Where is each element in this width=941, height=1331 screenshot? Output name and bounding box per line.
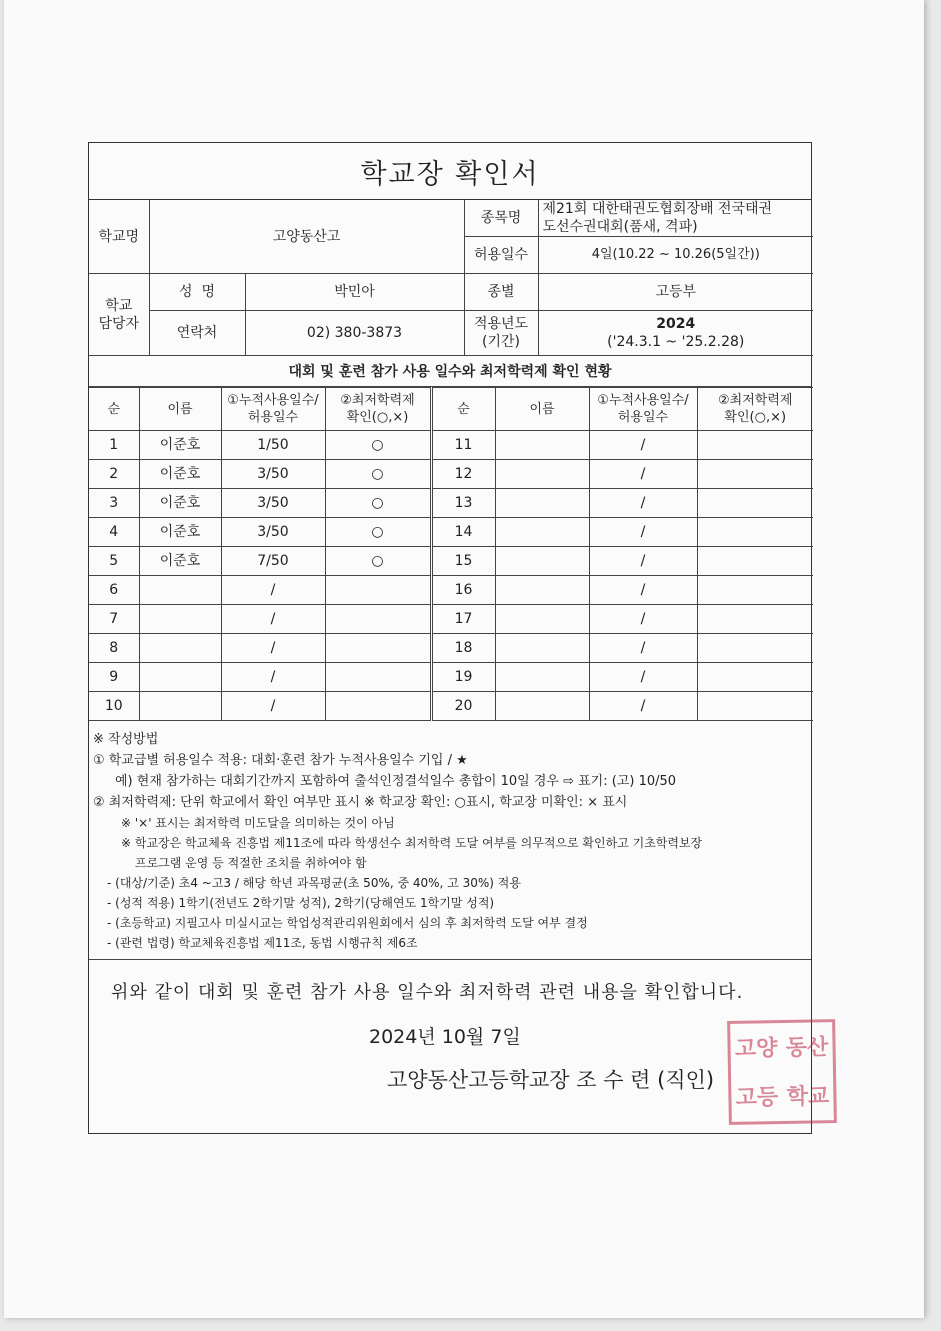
row-name-2 xyxy=(495,547,589,576)
section-title: 대회 및 훈련 참가 사용 일수와 최저학력제 확인 현황 xyxy=(89,356,811,387)
row-check-2 xyxy=(697,431,813,460)
row-days: / xyxy=(221,663,325,692)
row-name: 이준호 xyxy=(139,489,221,518)
row-days: 3/50 xyxy=(221,460,325,489)
row-num: 9 xyxy=(89,663,139,692)
row-num: 8 xyxy=(89,634,139,663)
manager-label-line1: 학교 xyxy=(105,297,133,314)
row-check xyxy=(325,605,431,634)
table-row xyxy=(89,460,813,489)
row-days: / xyxy=(221,576,325,605)
row-num-2: 19 xyxy=(431,663,495,692)
row-name: 이준호 xyxy=(139,547,221,576)
row-name xyxy=(139,634,221,663)
division-label: 종별 xyxy=(464,274,538,311)
row-check xyxy=(325,576,431,605)
row-check-2 xyxy=(697,547,813,576)
row-num-2: 16 xyxy=(431,576,495,605)
row-check: ○ xyxy=(325,489,431,518)
row-check-2 xyxy=(697,576,813,605)
row-days-2: / xyxy=(589,576,697,605)
row-check-2 xyxy=(697,605,813,634)
row-check-2 xyxy=(697,634,813,663)
row-check-2 xyxy=(697,518,813,547)
note-1-example: 예) 현재 참가하는 대회기간까지 포함하여 출석인정결석일수 총합이 10일 경우 ⇨ 표기: (고) 10/50 xyxy=(115,774,677,790)
seal-char: 고등 xyxy=(735,1083,779,1111)
row-check-2 xyxy=(697,692,813,721)
row-check xyxy=(325,663,431,692)
table-row xyxy=(89,692,813,721)
row-days: 3/50 xyxy=(221,518,325,547)
note-2-a: ※ '×' 표시는 최저학력 미도달을 의미하는 것이 아님 xyxy=(121,816,395,831)
col-name-2: 이름 xyxy=(495,388,589,431)
event-value xyxy=(538,200,813,237)
confirmation-document xyxy=(88,142,812,1134)
row-days: / xyxy=(221,692,325,721)
col-days-2: ①누적사용일수/ 허용일수 xyxy=(589,388,697,431)
allowed-days-label: 허용일수 xyxy=(464,237,538,274)
row-name-2 xyxy=(495,634,589,663)
row-name-2 xyxy=(495,663,589,692)
row-name-2 xyxy=(495,692,589,721)
allowed-days-value: 4일(10.22 ~ 10.26(5일간)) xyxy=(538,237,813,274)
row-days-2: / xyxy=(589,489,697,518)
period-value: ('24.3.1 ~ '25.2.28) xyxy=(607,334,745,351)
table-row xyxy=(89,518,813,547)
principal-signature: 고양동산고등학교장 조 수 련 (직인) xyxy=(387,1068,715,1093)
document-title: 학교장 확인서 xyxy=(89,143,811,200)
table-row xyxy=(89,576,813,605)
row-num: 4 xyxy=(89,518,139,547)
division-value: 고등부 xyxy=(538,274,813,311)
row-num: 6 xyxy=(89,576,139,605)
table-row xyxy=(89,431,813,460)
col-check: ②최저학력제 확인(○,×) xyxy=(325,388,431,431)
year-value-cell xyxy=(538,311,813,356)
row-num: 1 xyxy=(89,431,139,460)
row-name-2 xyxy=(495,460,589,489)
row-name: 이준호 xyxy=(139,460,221,489)
event-value-line2: 도선수권대회(품새, 격파) xyxy=(542,219,698,236)
row-num-2: 15 xyxy=(431,547,495,576)
row-name-2 xyxy=(495,518,589,547)
row-num: 10 xyxy=(89,692,139,721)
col-num-2: 순 xyxy=(431,388,495,431)
row-num: 5 xyxy=(89,547,139,576)
row-days-2: / xyxy=(589,663,697,692)
row-num-2: 17 xyxy=(431,605,495,634)
row-num-2: 12 xyxy=(431,460,495,489)
row-days-2: / xyxy=(589,605,697,634)
row-days-2: / xyxy=(589,518,697,547)
note-1: ① 학교급별 허용일수 적용: 대회·훈련 참가 누적사용일수 기입 / ★ xyxy=(93,753,468,769)
row-num-2: 13 xyxy=(431,489,495,518)
row-name-2 xyxy=(495,431,589,460)
row-check-2 xyxy=(697,663,813,692)
instructions xyxy=(89,721,811,960)
roster-header-row xyxy=(89,388,813,431)
name-value: 박민아 xyxy=(245,274,464,311)
row-num: 7 xyxy=(89,605,139,634)
year-value: 2024 xyxy=(656,316,696,333)
row-days-2: / xyxy=(589,692,697,721)
row-check: ○ xyxy=(325,547,431,576)
row-name-2 xyxy=(495,576,589,605)
notes-heading: ※ 작성방법 xyxy=(93,732,159,748)
roster-table xyxy=(89,387,813,721)
row-days: / xyxy=(221,634,325,663)
row-num-2: 14 xyxy=(431,518,495,547)
row-name xyxy=(139,663,221,692)
confirmation-text: 위와 같이 대회 및 훈련 참가 사용 일수와 최저학력 관련 내용을 확인합니다. xyxy=(111,982,744,1004)
manager-label xyxy=(89,274,149,356)
note-2: ② 최저학력제: 단위 학교에서 확인 여부만 표시 ※ 학교장 확인: ○표시, 학교장 미확인: × 표시 xyxy=(93,795,628,811)
detail-4: - (관련 법령) 학교체육진흥법 제11조, 동법 시행규칙 제6조 xyxy=(107,936,418,951)
col-check-2: ②최저학력제 확인(○,×) xyxy=(697,388,813,431)
year-label xyxy=(464,311,538,356)
table-row xyxy=(89,489,813,518)
col-num: 순 xyxy=(89,388,139,431)
seal-char: 고양 xyxy=(734,1034,778,1062)
row-days-2: / xyxy=(589,431,697,460)
row-days: 3/50 xyxy=(221,489,325,518)
row-days: / xyxy=(221,605,325,634)
seal-char: 학교 xyxy=(786,1082,830,1110)
detail-2: - (성적 적용) 1학기(전년도 2학기말 성적), 2학기(당해연도 1학기말 성적) xyxy=(107,896,495,911)
detail-3: - (초등학교) 지필고사 미실시교는 학업성적관리위원회에서 심의 후 최저학력 도달 여부 결정 xyxy=(107,916,588,931)
row-check: ○ xyxy=(325,460,431,489)
contact-value: 02) 380-3873 xyxy=(245,311,464,356)
note-2-b2: 프로그램 운영 등 적절한 조치를 취하여야 함 xyxy=(135,856,367,871)
confirmation-date: 2024년 10월 7일 xyxy=(369,1026,521,1049)
row-check xyxy=(325,634,431,663)
school-value: 고양동산고 xyxy=(149,200,464,274)
row-num-2: 11 xyxy=(431,431,495,460)
row-name xyxy=(139,605,221,634)
table-row xyxy=(89,605,813,634)
row-days: 1/50 xyxy=(221,431,325,460)
seal-char: 동산 xyxy=(785,1033,829,1061)
row-num: 3 xyxy=(89,489,139,518)
row-name xyxy=(139,692,221,721)
contact-label: 연락처 xyxy=(149,311,245,356)
table-row xyxy=(89,547,813,576)
note-2-b: ※ 학교장은 학교체육 진흥법 제11조에 따라 학생선수 최저학력 도달 여부를 의무적으로 확인하고 기초학력보장 xyxy=(121,836,703,851)
row-name xyxy=(139,576,221,605)
row-days-2: / xyxy=(589,460,697,489)
confirmation-block xyxy=(89,960,811,1125)
row-num-2: 18 xyxy=(431,634,495,663)
name-label: 성 명 xyxy=(149,274,245,311)
row-name: 이준호 xyxy=(139,518,221,547)
row-days: 7/50 xyxy=(221,547,325,576)
row-check xyxy=(325,692,431,721)
official-seal-stamp xyxy=(727,1019,837,1125)
row-check-2 xyxy=(697,460,813,489)
row-check: ○ xyxy=(325,431,431,460)
row-check-2 xyxy=(697,489,813,518)
row-check: ○ xyxy=(325,518,431,547)
event-label: 종목명 xyxy=(464,200,538,237)
row-name-2 xyxy=(495,605,589,634)
table-row xyxy=(89,663,813,692)
year-label-line2: (기간) xyxy=(482,334,520,351)
roster-body xyxy=(89,431,813,721)
row-name-2 xyxy=(495,489,589,518)
row-num-2: 20 xyxy=(431,692,495,721)
manager-label-line2: 담당자 xyxy=(98,315,140,332)
row-num: 2 xyxy=(89,460,139,489)
row-days-2: / xyxy=(589,547,697,576)
row-days-2: / xyxy=(589,634,697,663)
info-table xyxy=(89,200,813,356)
col-days: ①누적사용일수/ 허용일수 xyxy=(221,388,325,431)
col-name: 이름 xyxy=(139,388,221,431)
year-label-line1: 적용년도 xyxy=(473,316,529,333)
detail-1: - (대상/기준) 초4 ~고3 / 해당 학년 과목평균(초 50%, 중 40%, 고 30%) 적용 xyxy=(107,876,521,891)
row-name: 이준호 xyxy=(139,431,221,460)
event-value-line1: 제21회 대한태권도협회장배 전국태권 xyxy=(542,201,773,217)
table-row xyxy=(89,634,813,663)
school-label: 학교명 xyxy=(89,200,149,274)
